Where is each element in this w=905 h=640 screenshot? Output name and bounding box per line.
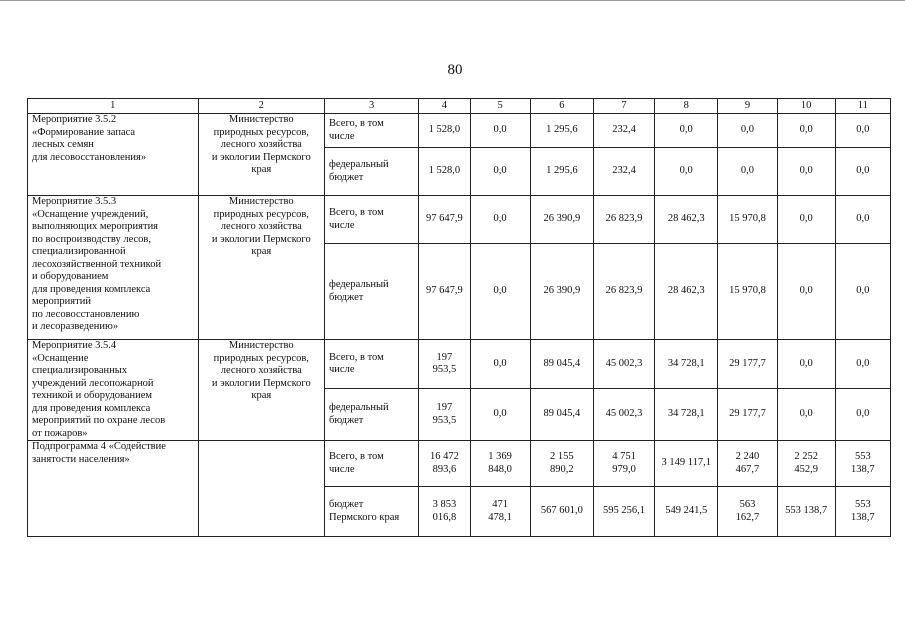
value-cell: 0,0: [470, 389, 530, 441]
page-number: 80: [447, 62, 463, 78]
value-cell: 1 295,6: [530, 114, 593, 148]
value-cell: 3 853 016,8: [419, 487, 470, 537]
value-cell: 29 177,7: [718, 340, 777, 389]
value-cell: 29 177,7: [718, 389, 777, 441]
table-row: [28, 441, 891, 487]
value-cell: 0,0: [777, 196, 835, 244]
funding-source-cell: федеральный бюджет: [325, 244, 419, 340]
activity-name-cell: Мероприятие 3.5.4 «Оснащение специализированных учреждений лесопожарной техникой и оборудованием для проведения комплекса мероприятий по охране лесов от пожаров»: [28, 340, 199, 441]
table-row: [28, 340, 891, 389]
executor-cell: Министерство природных ресурсов, лесного хозяйства и экологии Пермского края: [198, 114, 324, 196]
value-cell: 1 528,0: [419, 148, 470, 196]
value-cell: 2 155 890,2: [530, 441, 593, 487]
value-cell: 553 138,7: [777, 487, 835, 537]
value-cell: 2 240 467,7: [718, 441, 777, 487]
value-cell: 0,0: [718, 148, 777, 196]
value-cell: 567 601,0: [530, 487, 593, 537]
value-cell: 0,0: [470, 114, 530, 148]
value-cell: 0,0: [777, 148, 835, 196]
value-cell: 0,0: [470, 196, 530, 244]
value-cell: 26 390,9: [530, 244, 593, 340]
top-border-line: [0, 0, 905, 1]
value-cell: 26 390,9: [530, 196, 593, 244]
value-cell: 34 728,1: [655, 389, 718, 441]
funding-source-cell: федеральный бюджет: [325, 389, 419, 441]
value-cell: 89 045,4: [530, 389, 593, 441]
executor-cell: Министерство природных ресурсов, лесного хозяйства и экологии Пермского края: [198, 196, 324, 340]
value-cell: 197 953,5: [419, 340, 470, 389]
value-cell: 89 045,4: [530, 340, 593, 389]
value-cell: 197 953,5: [419, 389, 470, 441]
column-header: 2: [198, 99, 324, 114]
column-header: 11: [835, 99, 890, 114]
column-header: 7: [593, 99, 654, 114]
value-cell: 0,0: [777, 340, 835, 389]
value-cell: 232,4: [593, 114, 654, 148]
value-cell: 549 241,5: [655, 487, 718, 537]
funding-source-cell: Всего, в том числе: [325, 196, 419, 244]
value-cell: 0,0: [655, 114, 718, 148]
value-cell: 28 462,3: [655, 196, 718, 244]
value-cell: 0,0: [835, 340, 890, 389]
value-cell: 232,4: [593, 148, 654, 196]
column-header: 10: [777, 99, 835, 114]
column-header: 6: [530, 99, 593, 114]
activity-name-cell: Подпрограмма 4 «Содействие занятости населения»: [28, 441, 199, 537]
column-header: 9: [718, 99, 777, 114]
value-cell: 0,0: [718, 114, 777, 148]
value-cell: 16 472 893,6: [419, 441, 470, 487]
value-cell: 97 647,9: [419, 196, 470, 244]
value-cell: 97 647,9: [419, 244, 470, 340]
funding-source-cell: федеральный бюджет: [325, 148, 419, 196]
value-cell: 0,0: [835, 114, 890, 148]
value-cell: 595 256,1: [593, 487, 654, 537]
value-cell: 0,0: [835, 148, 890, 196]
value-cell: 1 369 848,0: [470, 441, 530, 487]
value-cell: 34 728,1: [655, 340, 718, 389]
value-cell: 26 823,9: [593, 196, 654, 244]
value-cell: 0,0: [835, 244, 890, 340]
value-cell: 1 528,0: [419, 114, 470, 148]
value-cell: 15 970,8: [718, 244, 777, 340]
column-header: 3: [325, 99, 419, 114]
value-cell: 553 138,7: [835, 441, 890, 487]
value-cell: 1 295,6: [530, 148, 593, 196]
value-cell: 2 252 452,9: [777, 441, 835, 487]
value-cell: 45 002,3: [593, 340, 654, 389]
value-cell: 553 138,7: [835, 487, 890, 537]
table-row: [28, 114, 891, 148]
column-header: 1: [28, 99, 199, 114]
value-cell: 471 478,1: [470, 487, 530, 537]
value-cell: 0,0: [835, 389, 890, 441]
value-cell: 28 462,3: [655, 244, 718, 340]
funding-source-cell: бюджет Пермского края: [325, 487, 419, 537]
funding-source-cell: Всего, в том числе: [325, 441, 419, 487]
header-row: [28, 99, 891, 114]
budget-table: [27, 98, 891, 537]
activity-name-cell: Мероприятие 3.5.2 «Формирование запаса лесных семян для лесовосстановления»: [28, 114, 199, 196]
funding-source-cell: Всего, в том числе: [325, 340, 419, 389]
column-header: 5: [470, 99, 530, 114]
value-cell: 0,0: [470, 244, 530, 340]
value-cell: 4 751 979,0: [593, 441, 654, 487]
activity-name-cell: Мероприятие 3.5.3 «Оснащение учреждений, выполняющих мероприятия по воспроизводству лесов, специализированной лесохозяйственной техникой и оборудованием для проведения комплекса мероприятий по лесовосстановлению и лесоразведению»: [28, 196, 199, 340]
value-cell: 3 149 117,1: [655, 441, 718, 487]
value-cell: 26 823,9: [593, 244, 654, 340]
column-header: 4: [419, 99, 470, 114]
executor-cell: Министерство природных ресурсов, лесного хозяйства и экологии Пермского края: [198, 340, 324, 441]
value-cell: 0,0: [470, 148, 530, 196]
executor-cell: [198, 441, 324, 537]
value-cell: 15 970,8: [718, 196, 777, 244]
value-cell: 0,0: [777, 389, 835, 441]
value-cell: 563 162,7: [718, 487, 777, 537]
value-cell: 0,0: [655, 148, 718, 196]
column-header: 8: [655, 99, 718, 114]
funding-source-cell: Всего, в том числе: [325, 114, 419, 148]
value-cell: 0,0: [835, 196, 890, 244]
value-cell: 45 002,3: [593, 389, 654, 441]
value-cell: 0,0: [777, 114, 835, 148]
value-cell: 0,0: [470, 340, 530, 389]
value-cell: 0,0: [777, 244, 835, 340]
table-row: [28, 196, 891, 244]
